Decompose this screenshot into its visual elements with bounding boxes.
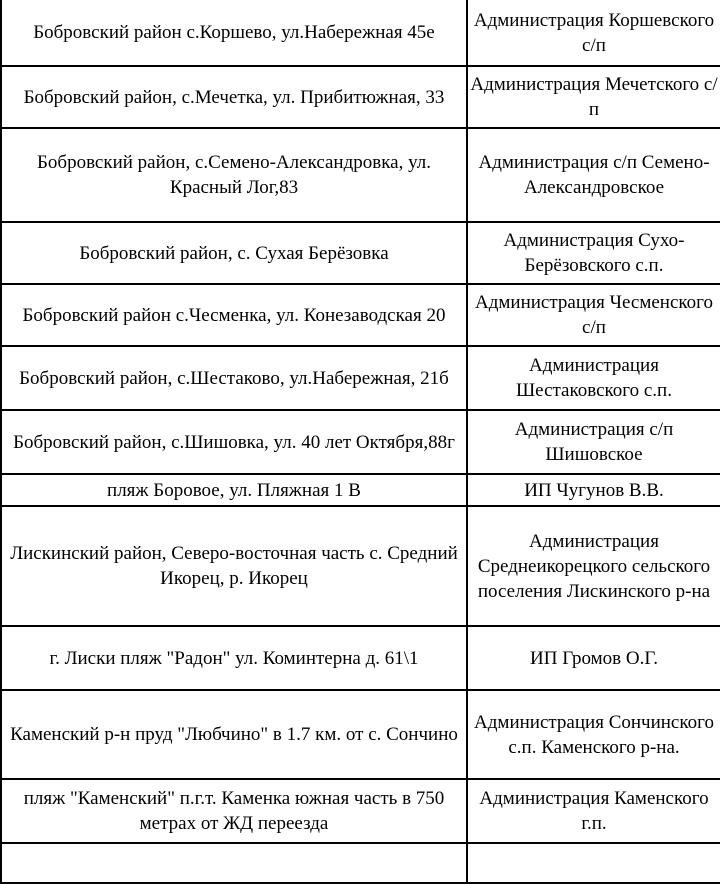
address-cell	[1, 284, 467, 346]
owner-cell	[467, 222, 720, 284]
table-row	[1, 506, 720, 626]
address-cell	[1, 474, 467, 506]
address-cell	[1, 843, 467, 883]
owner-cell	[467, 128, 720, 222]
table-row	[1, 843, 720, 883]
owner-cell	[467, 690, 720, 779]
address-cell	[1, 410, 467, 474]
owner-text: Администрация Чесменского с/п	[475, 292, 713, 338]
owner-cell	[467, 779, 720, 843]
address-cell	[1, 66, 467, 128]
owner-cell	[467, 474, 720, 506]
owner-cell	[467, 626, 720, 690]
address-cell	[1, 0, 467, 66]
owner-text: Администрация Среднеикорецкого сельского поселения Лискинского р-на	[477, 530, 711, 602]
address-text: Бобровский район, с.Мечетка, ул. Прибитюжная, 33	[23, 86, 445, 108]
owner-text: Администрация Коршевского с/п	[473, 9, 715, 56]
address-text: Бобровский район, с.Шишовка, ул. 40 лет Октября,88г	[13, 431, 455, 453]
table-row	[1, 346, 720, 410]
owner-cell	[467, 346, 720, 410]
address-text: г. Лиски пляж "Радон" ул. Коминтерна д. 61\1	[49, 647, 419, 669]
address-text: пляж "Каменский" п.г.т. Каменка южная часть в 750 метрах от ЖД переезда	[23, 788, 445, 834]
table-row	[1, 128, 720, 222]
owner-text: Администрация Мечетского с/п	[470, 74, 718, 120]
owner-text: Администрация Каменского г.п.	[479, 788, 709, 834]
address-cell	[1, 128, 467, 222]
address-text: Бобровский район, с. Сухая Берёзовка	[79, 242, 389, 264]
address-text: Бобровский район с.Коршево, ул.Набережная 45е	[33, 22, 435, 43]
owner-cell	[467, 0, 720, 66]
owner-cell	[467, 410, 720, 474]
owner-text: Администрация с/п Семено-Александровское	[478, 152, 710, 198]
address-cell	[1, 779, 467, 843]
address-cell	[1, 346, 467, 410]
table-row	[1, 222, 720, 284]
owner-cell	[467, 843, 720, 883]
address-text: Бобровский район с.Чесменка, ул. Конезаводская 20	[22, 304, 446, 326]
owner-cell	[467, 66, 720, 128]
owner-text: Администрация Шестаковского с.п.	[516, 355, 672, 401]
address-text: Бобровский район, с.Семено-Александровка, ул. Красный Лог,83	[37, 152, 431, 198]
owner-text: Администрация Сухо-Берёзовского с.п.	[503, 230, 685, 276]
address-cell	[1, 222, 467, 284]
table-row	[1, 66, 720, 128]
owner-text: Администрация с/п Шишовское	[514, 419, 674, 465]
table-row	[1, 0, 720, 66]
owner-cell	[467, 506, 720, 626]
table-row	[1, 410, 720, 474]
address-text: Бобровский район, с.Шестаково, ул.Набережная, 21б	[19, 367, 449, 389]
table-row	[1, 626, 720, 690]
table-row	[1, 690, 720, 779]
owner-text: ИП Чугунов В.В.	[524, 479, 664, 501]
owner-text: ИП Громов О.Г.	[530, 647, 658, 669]
table-row	[1, 474, 720, 506]
address-text: пляж Боровое, ул. Пляжная 1 В	[107, 479, 361, 501]
table-row	[1, 779, 720, 843]
owner-text: Администрация Сончинского с.п. Каменского р-на.	[474, 711, 714, 758]
address-text: Лискинский район, Северо-восточная часть с. Средний Икорец, р. Икорец	[10, 543, 458, 589]
address-text: Каменский р-н пруд "Любчино" в 1.7 км. от с. Сончино	[10, 724, 458, 745]
address-cell	[1, 690, 467, 779]
address-cell	[1, 506, 467, 626]
owner-cell	[467, 284, 720, 346]
table-row	[1, 284, 720, 346]
address-cell	[1, 626, 467, 690]
